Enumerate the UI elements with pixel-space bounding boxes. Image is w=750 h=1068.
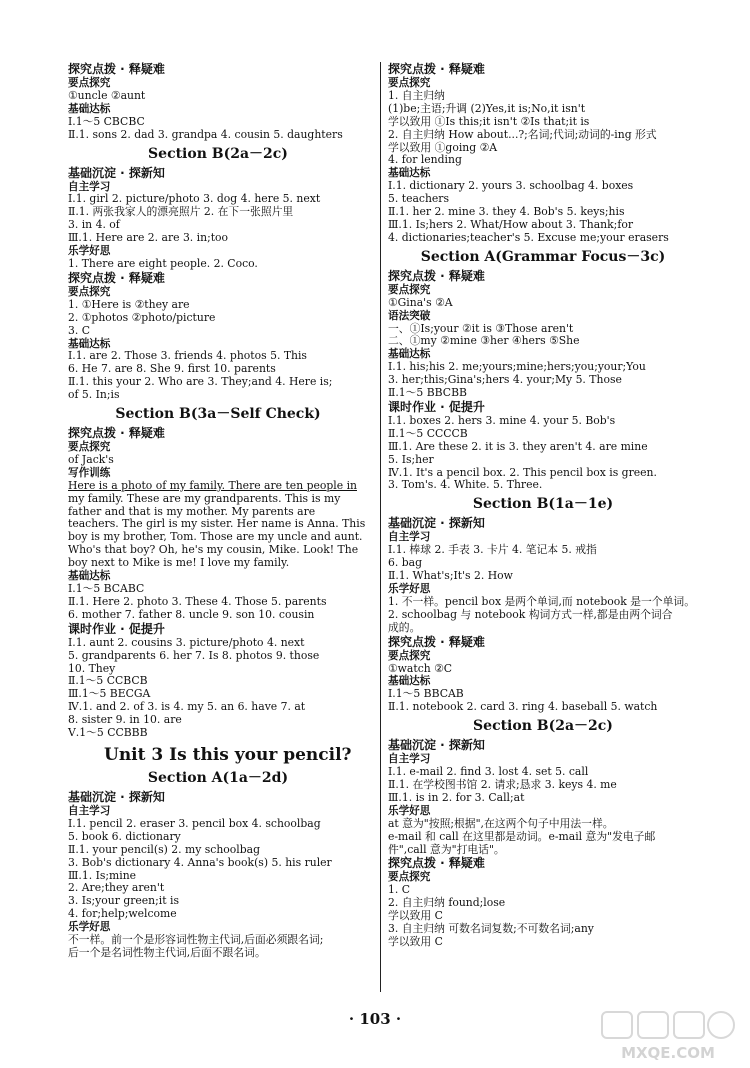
left-answer-line: 4. for;help;welcome — [68, 907, 177, 921]
left-sub-label: 自主学习 — [68, 180, 111, 193]
essay-underlined-sentence: Here is a photo of my family. There are ten people in — [68, 478, 357, 492]
left-answer-line: 3. C — [68, 323, 90, 337]
right-answer-line: Ⅰ.1. 棒球 2. 手表 3. 卡片 4. 笔记本 5. 戒指 — [388, 543, 597, 557]
right-answer-line: 学以致用 C — [388, 934, 443, 948]
left-answer-line: 6. He 7. are 8. She 9. first 10. parents — [68, 362, 276, 376]
right-answer-line: e-mail 和 call 在这里都是动词。e-mail 意为"发电子邮 — [388, 829, 656, 843]
left-answer-line: 3. Bob's dictionary 4. Anna's book(s) 5. his ruler — [68, 855, 332, 869]
left-unit-title: Unit 3 Is this your pencil? — [104, 744, 352, 765]
left-section-title: Section A(1a－2d) — [147, 769, 289, 786]
right-answer-line: 1. 不一样。pencil box 是两个单词,而 notebook 是一个单词。 — [388, 594, 695, 608]
right-answer-line: 2. 自主归纳 found;lose — [388, 896, 506, 910]
left-answer-line: ①uncle ②aunt — [68, 88, 146, 102]
column-divider — [380, 62, 381, 992]
left-section-heading: 课时作业 · 促提升 — [68, 621, 165, 636]
right-answer-line: Ⅱ.1. What's;It's 2. How — [388, 569, 513, 583]
left-section-heading: 基础沉淀 · 探新知 — [68, 165, 165, 180]
right-answer-line: 2. schoolbag 与 notebook 构词方式一样,都是由两个词合 — [388, 607, 673, 621]
right-answer-line: 1. C — [388, 883, 410, 897]
right-answer-line: Ⅱ.1～5 CCCCB — [388, 426, 468, 440]
left-sub-label: 基础达标 — [68, 570, 111, 583]
page-number: · 103 · — [348, 1010, 402, 1028]
left-sub-label: 要点探究 — [68, 285, 111, 298]
left-answer-line: Ⅱ.1. sons 2. dad 3. grandpa 4. cousin 5. daughters — [68, 127, 343, 141]
left-answer-line: Ⅰ.1. aunt 2. cousins 3. picture/photo 4. next — [68, 635, 305, 649]
right-sub-label: 自主学习 — [388, 753, 431, 766]
left-answer-line: Ⅱ.1. 两张我家人的漂亮照片 2. 在下一张照片里 — [68, 205, 294, 219]
right-sub-label: 要点探究 — [388, 649, 431, 662]
right-answer-line: Ⅰ.1. e-mail 2. find 3. lost 4. set 5. call — [388, 765, 589, 779]
right-section-heading: 基础沉淀 · 探新知 — [388, 516, 485, 531]
left-section-title: Section B(2a－2c) — [148, 145, 288, 162]
right-section-heading: 探究点拨 · 释疑难 — [388, 62, 485, 76]
right-sub-label: 要点探究 — [388, 77, 431, 89]
left-answer-line: 6. mother 7. father 8. uncle 9. son 10. cousin — [68, 607, 315, 621]
left-answer-line: 后一个是名词性物主代词,后面不跟名词。 — [68, 945, 266, 959]
right-answer-line: 学以致用 ①Is this;it isn't ②Is that;it is — [388, 114, 590, 128]
right-section-heading: 探究点拨 · 释疑难 — [388, 856, 485, 871]
right-answer-line: (1)be;主语;升调 (2)Yes,it is;No,it isn't — [388, 101, 586, 115]
right-answer-line: 4. dictionaries;teacher's 5. Excuse me;your erasers — [388, 230, 669, 244]
right-answer-line: 3. her;this;Gina's;hers 4. your;My 5. Those — [388, 373, 622, 387]
left-answer-line: 3. in 4. of — [68, 218, 120, 232]
right-section-title: Section B(1a－1e) — [472, 496, 614, 513]
left-answer-line: Ⅲ.1. Here are 2. are 3. in;too — [68, 231, 229, 245]
right-answer-line: 1. 自主归纳 — [388, 88, 445, 102]
left-sub-label: 写作训练 — [68, 466, 111, 479]
left-answer-line: Ⅰ.1. pencil 2. eraser 3. pencil box 4. schoolbag — [68, 816, 321, 830]
left-section-heading: 探究点拨 · 释疑难 — [68, 426, 165, 441]
left-answer-line: Ⅰ.1～5 BCABC — [68, 582, 145, 595]
right-answer-line: Ⅰ.1. his;his 2. me;yours;mine;hers;you;your;You — [388, 360, 646, 374]
right-answer-line: Ⅰ.1. dictionary 2. yours 3. schoolbag 4. boxes — [388, 179, 634, 193]
right-answer-line: 二、①my ②mine ③her ④hers ⑤She — [388, 334, 580, 348]
right-answer-line: 3. 自主归纳 可数名词复数;不可数名词;any — [388, 922, 594, 936]
left-answer-line: 5. grandparents 6. her 7. Is 8. photos 9. those — [68, 648, 320, 662]
right-section-heading: 基础沉淀 · 探新知 — [388, 738, 485, 753]
left-answer-line: Ⅱ.1. your pencil(s) 2. my schoolbag — [68, 842, 261, 856]
right-answer-line: Ⅲ.1. is in 2. for 3. Call;at — [388, 790, 525, 804]
left-answer-line: Ⅰ.1. girl 2. picture/photo 3. dog 4. here 5. next — [68, 192, 321, 206]
right-answer-line: 件",call 意为"打电话"。 — [388, 842, 505, 856]
left-answer-line: 1. ①Here is ②they are — [68, 297, 190, 311]
left-section-heading: 基础沉淀 · 探新知 — [68, 789, 165, 804]
watermark-logo-icon — [598, 1010, 738, 1062]
right-answer-line: 6. bag — [388, 556, 422, 570]
right-sub-label: 要点探究 — [388, 283, 431, 296]
right-answer-line: Ⅲ.1. Is;hers 2. What/How about 3. Thank;for — [388, 217, 633, 231]
right-section-title: Section B(2a－2c) — [473, 718, 613, 735]
right-answer-line: Ⅱ.1. notebook 2. card 3. ring 4. baseball 5. watch — [388, 700, 658, 714]
right-answer-line: 5. teachers — [388, 192, 449, 206]
left-answer-line: 不一样。前一个是形容词性物主代词,后面必须跟名词; — [68, 933, 324, 947]
left-answer-line: 2. Are;they aren't — [68, 881, 165, 895]
left-sub-label: 要点探究 — [68, 441, 111, 454]
right-sub-label: 语法突破 — [388, 309, 431, 322]
left-column — [68, 62, 368, 960]
left-answer-line: of 5. In;is — [68, 388, 120, 402]
right-answer-line: Ⅰ.1. boxes 2. hers 3. mine 4. your 5. Bob's — [388, 413, 616, 427]
right-answer-line: 成的。 — [388, 620, 421, 634]
right-answer-line: 2. 自主归纳 How about...?;名词;代词;动词的-ing 形式 — [388, 127, 657, 141]
left-section-heading: 探究点拨 · 释疑难 — [68, 62, 165, 76]
right-sub-label: 自主学习 — [388, 531, 431, 544]
right-column — [388, 62, 698, 949]
left-answer-line: 2. ①photos ②photo/picture — [68, 310, 216, 324]
right-answer-line: 学以致用 C — [388, 909, 443, 923]
left-answer-line: 1. There are eight people. 2. Coco. — [68, 256, 258, 270]
left-section-title: Section B(3a－Self Check) — [115, 406, 321, 423]
left-answer-line: Ⅰ.1～5 CBCBC — [68, 114, 145, 128]
right-sub-label: 基础达标 — [388, 167, 431, 180]
left-answer-line: of Jack's — [68, 452, 114, 466]
left-answer-line: Ⅰ.1. are 2. Those 3. friends 4. photos 5. This — [68, 349, 307, 363]
right-answer-line: 学以致用 ①going ②A — [388, 140, 498, 154]
essay-body: my family. These are my grandparents. This is my father and that is my mother. My parents are teachers. The girl is my sister. Her name is Anna. This boy is my brother, Tom. Those are my uncle and aunt. Who's that boy? Oh, he's my cousin, Mike. Look! The boy next to Mike is me! I love my family. — [68, 491, 366, 570]
right-answer-line: at 意为"按照;根据",在这两个句子中用法一样。 — [388, 816, 614, 830]
right-sub-label: 要点探究 — [388, 871, 431, 884]
right-answer-line: Ⅲ.1. Are these 2. it is 3. they aren't 4. are mine — [388, 439, 648, 453]
right-sub-label: 乐学好思 — [388, 583, 431, 595]
right-section-title: Section A(Grammar Focus－3c) — [420, 248, 666, 265]
right-answer-line: Ⅰ.1～5 BBCAB — [388, 687, 464, 701]
left-sub-label: 基础达标 — [68, 102, 111, 115]
left-answer-line: 8. sister 9. in 10. are — [68, 713, 182, 727]
left-answer-line: Ⅱ.1. Here 2. photo 3. These 4. Those 5. parents — [68, 594, 327, 608]
right-section-heading: 课时作业 · 促提升 — [388, 399, 485, 414]
left-answer-line: Ⅲ.1～5 BECGA — [68, 687, 151, 701]
right-section-heading: 探究点拨 · 释疑难 — [388, 268, 485, 283]
left-essay-paragraph — [68, 480, 368, 570]
right-answer-line: Ⅱ.1～5 BBCBB — [388, 386, 467, 400]
left-sub-label: 要点探究 — [68, 77, 111, 89]
left-sub-label: 乐学好思 — [68, 921, 111, 934]
left-sub-label: 自主学习 — [68, 804, 111, 817]
right-sub-label: 基础达标 — [388, 348, 431, 361]
right-answer-line: 一、①Is;your ②it is ③Those aren't — [388, 321, 574, 335]
left-answer-line: 10. They — [68, 661, 116, 675]
left-sub-label: 基础达标 — [68, 337, 111, 350]
right-sub-label: 乐学好思 — [388, 804, 431, 817]
left-answer-line: Ⅱ.1～5 CCBCB — [68, 674, 148, 688]
left-answer-line: Ⅲ.1. Is;mine — [68, 868, 137, 882]
right-answer-line: ①watch ②C — [388, 661, 453, 675]
left-answer-line: 5. book 6. dictionary — [68, 829, 181, 843]
right-answer-line: Ⅱ.1. her 2. mine 3. they 4. Bob's 5. keys;his — [388, 205, 625, 219]
right-answer-line: Ⅳ.1. It's a pencil box. 2. This pencil box is green. — [388, 465, 657, 479]
right-answer-line: 4. for lending — [388, 153, 462, 167]
left-answer-line: Ⅳ.1. and 2. of 3. is 4. my 5. an 6. have 7. at — [68, 700, 306, 714]
right-answer-line: 5. Is;her — [388, 452, 434, 466]
left-sub-label: 乐学好思 — [68, 245, 111, 258]
left-answer-line: 3. Is;your green;it is — [68, 894, 179, 908]
left-answer-line: Ⅱ.1. this your 2. Who are 3. They;and 4. Here is; — [68, 375, 333, 389]
right-answer-line: ①Gina's ②A — [388, 295, 453, 309]
right-answer-line: Ⅱ.1. 在学校图书馆 2. 请求;恳求 3. keys 4. me — [388, 777, 617, 791]
watermark-text: MXQE.COM — [621, 1044, 715, 1062]
right-answer-line: 3. Tom's. 4. White. 5. Three. — [388, 478, 543, 492]
right-sub-label: 基础达标 — [388, 675, 431, 688]
right-section-heading: 探究点拨 · 释疑难 — [388, 634, 485, 649]
left-section-heading: 探究点拨 · 释疑难 — [68, 270, 165, 285]
left-answer-line: Ⅴ.1～5 CCBBB — [68, 726, 148, 740]
